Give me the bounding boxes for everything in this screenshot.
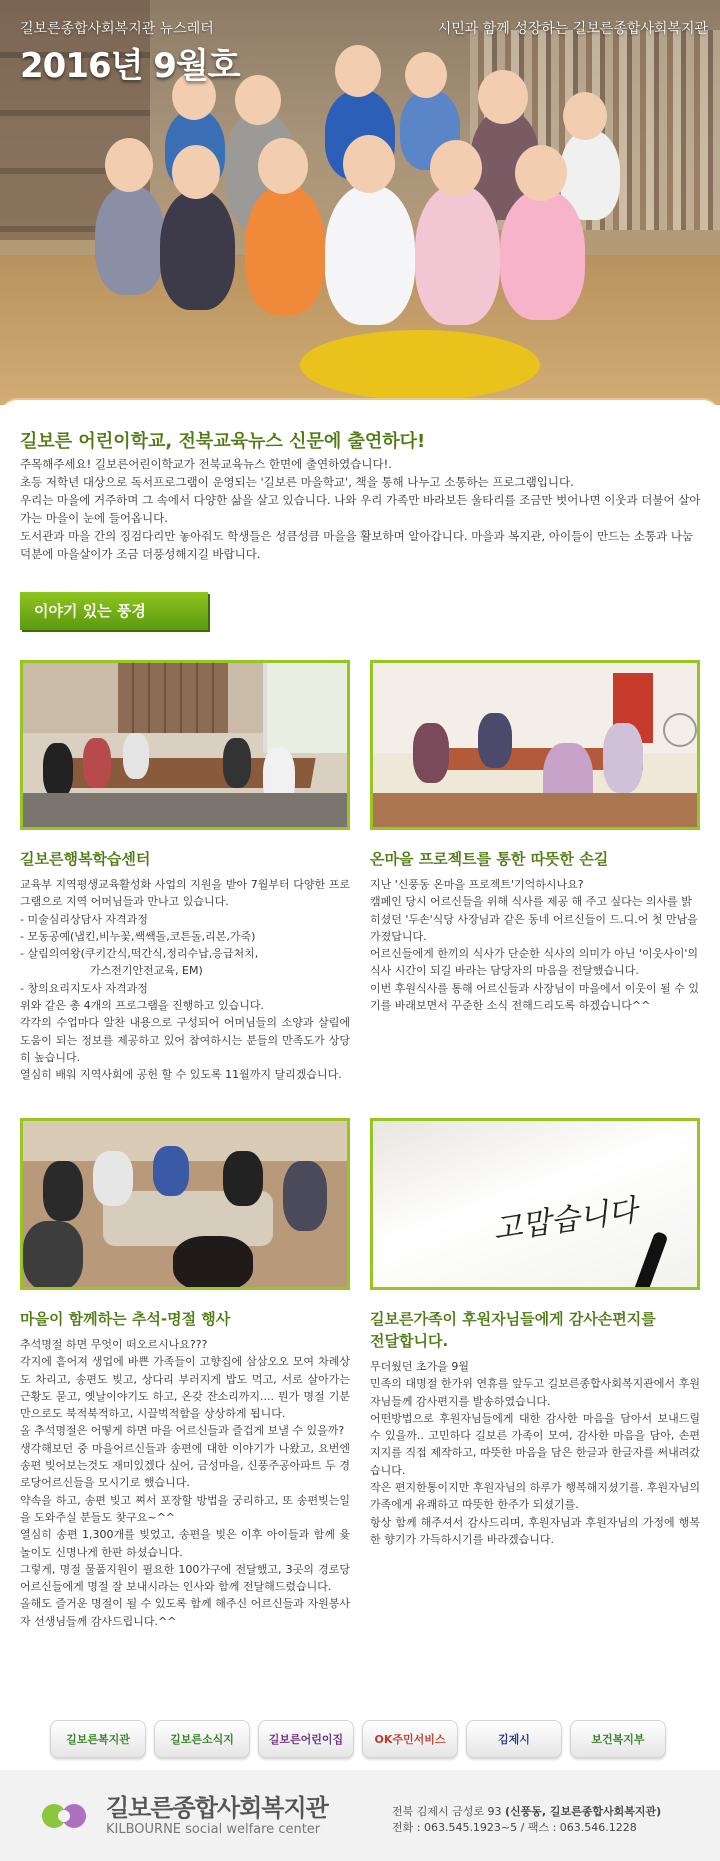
kid-figure: [415, 185, 500, 325]
hero-bottom-edge: [0, 398, 720, 405]
link-button-row: [50, 1720, 670, 1758]
section-line: 그렇게, 명절 물품지원이 필요한 100가구에 전달했고, 3곳의 경로당 어르신들에게 명절 잘 보내시라는 인사와 함께 전달해드렸습니다.: [20, 1562, 350, 1594]
newsletter-name: 길보른종합사회복지관 뉴스레터: [20, 21, 214, 37]
section-line: 각지에 흩어져 생업에 바쁜 가족들이 고향집에 삼삼오오 모여 차례상도 차리고, 송편도 빚고, 상다리 부러지게 밥도 먹고, 서로 살아가는 근황도 묻고, 옛날이야기도 하고, 온갖 잔소리까지.... 뭔가 명절 기분만으로도 북적북적하고, 시끌벅적함을 상상하게 됩니다.: [20, 1355, 350, 1421]
scene-label: 이야기 있는 풍경: [20, 592, 208, 630]
hero-photo: [0, 0, 720, 405]
section-title-chuseok: 마을이 함께하는 추석-명절 행사: [20, 1310, 231, 1328]
kid-figure: [500, 190, 585, 320]
section-text-learning-center: [20, 876, 350, 1084]
adult-face: [478, 70, 528, 124]
section-line: - 살림의여왕(쿠키간식,떡간식,정리수납,응급처치,: [20, 947, 259, 961]
org-name: 길보른종합사회복지관: [106, 1794, 328, 1822]
intro-paragraph: 주목해주세요! 길보른어린이학교가 전북교육뉴스 한면에 출연하였습니다!.: [20, 457, 392, 471]
photo-village-meal: [370, 660, 700, 830]
section-line: 작은 편지한통이지만 후원자님의 하루가 행복해지셨기를. 후원자님의 가족에게 유쾌하고 따뜻한 한주가 되셨기를.: [370, 1481, 700, 1512]
section-line: 교육부 지역평생교육활성화 사업의 지원을 받아 7월부터 다양한 프로그램으로 지역 어머님들과 만나고 있습니다.: [20, 878, 350, 909]
section-line: 가스전기안전교육, EM): [90, 964, 203, 978]
kid-face: [172, 145, 220, 199]
link-button-welfare-center[interactable]: [50, 1720, 146, 1758]
address-prefix: 전북 김제시 금성로 93: [392, 1805, 505, 1818]
section-line: 약속을 하고, 송편 빚고 쪄서 포장할 방법을 궁리하고, 또 송편빚는일을 도와주실 분들도 찾구요~^^: [20, 1493, 350, 1524]
link-button-newsletter[interactable]: [154, 1720, 250, 1758]
handwritten-art: 고맙습니다: [490, 1192, 640, 1248]
link-button-ministry[interactable]: [570, 1720, 666, 1758]
kid-face: [258, 138, 308, 194]
section-line: - 모동공예(냅킨,비누꽃,쌕쌕돌,코튼돌,리본,가죽): [20, 929, 256, 943]
phone-line: 전화 : 063.545.1923~5 / 팩스 : 063.546.1228: [392, 1821, 637, 1834]
section-title-thank-you: 길보른가족이 후원자님들에게 감사손편지를 전달합니다.: [370, 1310, 656, 1350]
kid-figure: [160, 190, 235, 310]
link-button-label: 길보른어린이집: [268, 1733, 344, 1746]
section-line: - 미술심리상담사 자격과정: [20, 912, 148, 926]
intro-paragraph: 도서관과 마을 간의 징검다리만 놓아줘도 학생들은 성큼성큼 마을을 활보하며 알아갑니다. 마을과 복지관, 아이들이 만드는 소통과 나눔 덕분에 마을살이가 조금 더풍성해지길 바랍니다.: [20, 529, 694, 561]
kid-figure: [245, 185, 325, 315]
org-logo-icon: [40, 1798, 90, 1834]
kid-face: [405, 52, 447, 98]
link-button-gimje-city[interactable]: [466, 1720, 562, 1758]
kid-face: [343, 135, 395, 193]
section-line: 열심히 배워 지역사회에 공헌 할 수 있도록 11월까지 달리겠습니다.: [20, 1068, 342, 1082]
kid-figure: [95, 185, 165, 295]
section-line: 생각해보던 중 마을어르신들과 송편에 대한 이야기가 나왔고, 요번엔 송편 빚어보는것도 재미있겠다 싶어, 금성마을, 신풍주공아파트 두 경로당어르신들을 모시기로 했습니다.: [20, 1441, 350, 1490]
section-text-village-project: [370, 876, 700, 1014]
section-line: 각각의 수업마다 알찬 내용으로 구성되어 어머님들의 소양과 살림에 도움이 되는 정보를 제공하고 있어 참여하시는 분들의 만족도가 상당히 높습니다.: [20, 1016, 350, 1064]
section-line: 올해도 즐거운 명절이 될 수 있도록 함께 해주신 어르신들과 자원봉사자 선생님들께 감사드립니다.^^: [20, 1597, 350, 1628]
section-line: 어르신들에게 한끼의 식사가 단순한 식사의 의미가 아닌 '이웃사이'의 식사 시간이 되길 바라는 담당자의 마음을 전달했습니다.: [370, 947, 699, 978]
link-button-daycare[interactable]: [258, 1720, 354, 1758]
yellow-pouf: [300, 330, 540, 400]
section-line: - 창의요리지도사 자격과정: [20, 981, 148, 995]
address-bold: (신풍동, 길보른종합사회복지관): [505, 1805, 662, 1818]
footer: [0, 1770, 720, 1861]
section-line: 위와 같은 총 4개의 프로그램을 진행하고 있습니다.: [20, 999, 264, 1013]
link-button-label: 김제시: [498, 1733, 530, 1746]
section-line: 무더웠던 초가을 9월: [370, 1360, 469, 1373]
photo-chuseok-event: [20, 1118, 350, 1290]
intro-paragraph: 초등 저학년 대상으로 독서프로그램이 운영되는 '길보른 마을학교', 책을 통해 나누고 소통하는 프로그램입니다.: [20, 475, 574, 489]
issue-title: 2016년 9월호: [20, 46, 240, 86]
section-line: 추석명절 하면 무엇이 떠오르시나요???: [20, 1338, 208, 1351]
hero-tagline: 시민과 함께 성장하는 길보른종합사회복지관: [437, 21, 708, 37]
section-line: 올 추석명절은 어떻게 하면 마을 어르신들과 즐겁게 보낼 수 있을까?: [20, 1424, 345, 1438]
link-button-label: 길보른복지관: [66, 1733, 130, 1746]
section-line: 어떤방법으로 후원자님들에게 대한 감사한 마음을 담아서 보내드릴 수 있을까.. 고민하다 길보른 가족이 모여, 감사한 마음을 담아, 손편지지를 직접 제작하고, 따뜻한 마음을 담은 한글과 한글자를 써내려갔습니다.: [370, 1411, 700, 1477]
kid-figure: [325, 185, 415, 325]
section-line: 캠페인 당시 어르신들을 위해 식사를 제공 해 주고 싶다는 의사를 밝히셨던 '두손'식당 사장님과 같은 동네 어르신들이 드.디.어 첫 만남을 가졌답니다.: [370, 895, 698, 943]
section-line: 이번 후원식사를 통해 어르신들과 사장님이 마을에서 이웃이 될 수 있기를 바래보면서 꾸준한 소식 전해드리도록 하겠습니다^^: [370, 981, 699, 1013]
org-name-en: KILBOURNE social welfare center: [106, 1822, 321, 1837]
link-button-ok-service[interactable]: [362, 1720, 458, 1758]
section-line: 지난 '신풍동 온마을 프로젝트'기억하시나요?: [370, 878, 584, 891]
kid-face: [105, 138, 153, 192]
section-line: 민족의 대명절 한가위 연휴를 앞두고 길보른종합사회복지관에서 후원자님들께 감사편지를 발송하였습니다.: [370, 1377, 700, 1408]
section-line: 항상 함께 해주셔서 감사드리며, 후원자님과 후원자님의 가정에 행복한 향기가 가득하시기를 바라겠습니다.: [370, 1515, 700, 1546]
section-line: 열심히 송편 1,300개를 빚었고, 송편을 빚은 이후 아이들과 함께 윷놀이도 신명나게 한판 하셨습니다.: [20, 1528, 350, 1559]
link-button-label: 보건복지부: [591, 1733, 645, 1746]
section-text-chuseok: [20, 1336, 350, 1630]
org-address: [392, 1804, 661, 1836]
section-title-learning-center: 길보른행복학습센터: [20, 850, 151, 868]
kid-face: [335, 45, 381, 97]
kid-face: [430, 140, 482, 196]
section-title-village-project: 온마을 프로젝트를 통한 따뜻한 손길: [370, 850, 609, 868]
address-line: [392, 1804, 661, 1820]
photo-learning-center: [20, 660, 350, 830]
photo-thank-you-letter: [370, 1118, 700, 1290]
kid-face: [515, 145, 567, 201]
intro-title: 길보른 어린이학교, 전북교육뉴스 신문에 출연하다!: [20, 431, 426, 452]
section-text-thank-you: [370, 1358, 700, 1548]
link-button-label: 길보른소식지: [170, 1733, 234, 1746]
intro-paragraph: 우리는 마을에 거주하며 그 속에서 다양한 삶을 살고 있습니다. 나와 우리 가족만 바라보든 울타리를 조금만 벗어나면 이웃과 더불어 살아가는 마을이 눈에 들어옵니다.: [20, 493, 701, 525]
intro-text: [20, 455, 704, 563]
link-button-label: OK주민서비스: [374, 1733, 446, 1746]
kid-face: [563, 92, 607, 140]
adult-face: [235, 75, 281, 125]
